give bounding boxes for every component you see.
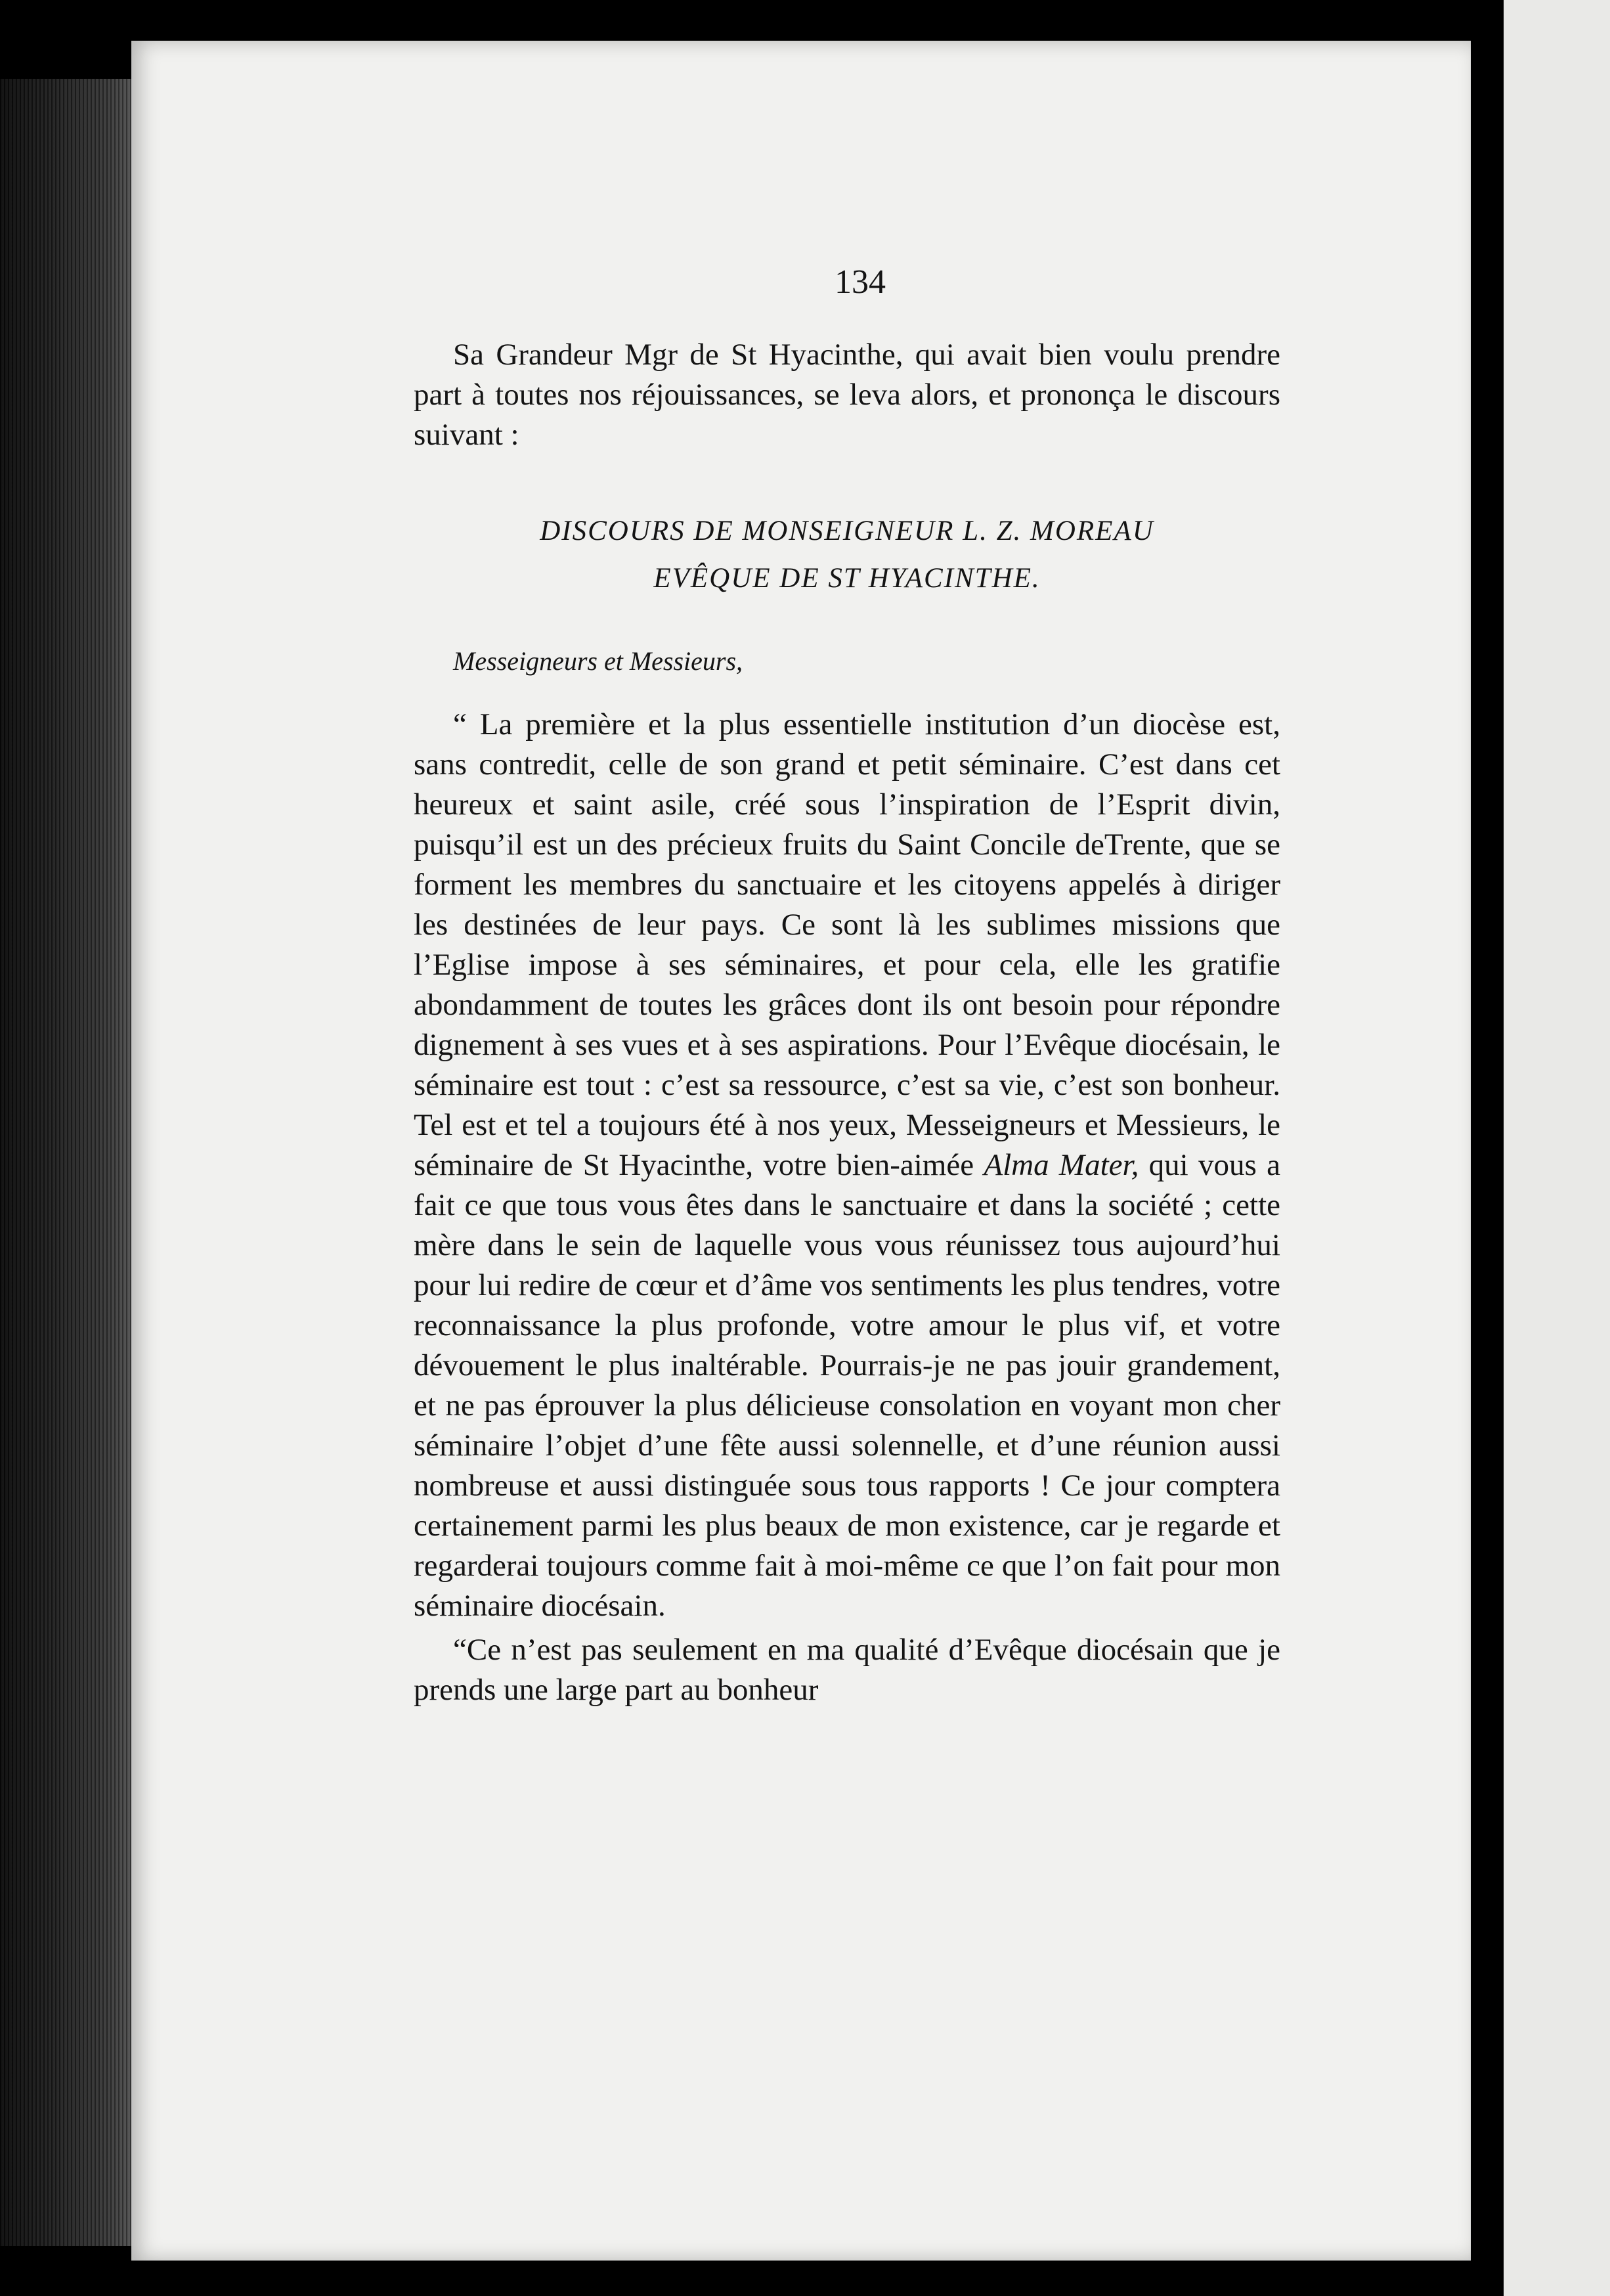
intro-paragraph: Sa Grandeur Mgr de St Hyacinthe, qui avait bien voulu prendre part à toutes nos réjouissances, se leva alors, et prononça le discours suivant : bbox=[414, 338, 1280, 452]
page-text-block bbox=[414, 263, 1280, 1714]
salutation: Messeigneurs et Messieurs, bbox=[453, 646, 743, 676]
speech-heading-line-1: DISCOURS DE MONSEIGNEUR L. Z. MOREAU bbox=[540, 516, 1154, 546]
speech-paragraph-1-text-b: qui vous a fait ce que tous vous êtes dans le sanctuaire et dans la société ; cette mère dans le sein de laquelle vous vous réunissez tous aujourd’hui pour lui redire de cœur et d’âme vos sentiments les plus tendres, votre reconnaissance la plus profonde, votre amour le plus vif, et votre dévouement le plus inaltérable. Pourrais-je ne pas jouir grandement, et ne pas éprouver la plus délicieuse consolation en voyant mon cher séminaire l’objet d’une fête aussi solennelle, et d’une réunion aussi nombreuse et aussi distinguée sous tous rapports ! Ce jour comptera certainement parmi les plus beaux de mon existence, car je regarde et regarderai toujours comme fait à moi-même ce que l’on fait pour mon séminaire diocésain. bbox=[414, 1148, 1281, 1623]
book-spine-edge bbox=[0, 79, 144, 2246]
speech-paragraph-1-text-a: “ La première et la plus essentielle institution d’un diocèse est, sans contredit, celle de son grand et petit séminaire. C’est dans cet heureux et saint asile, créé sous l’inspiration de l’Esprit divin, puisqu’il est un des précieux fruits du Saint Concile deTrente, que se forment les membres du sanctuaire et les citoyens appelés à diriger les destinées de leur pays. Ce sont là les sublimes missions que l’Eglise impose à ses séminaires, et pour cela, elle les gratifie abondamment de toutes les grâces dont ils ont besoin pour répondre dignement à ses vues et à ses aspirations. Pour l’Evêque diocésain, le séminaire est tout : c’est sa ressource, c’est sa vie, c’est son bonheur. Tel est et tel a toujours été à nos yeux, Messeigneurs et Messieurs, le séminaire de St Hyacinthe, votre bien-aimée bbox=[414, 707, 1280, 1182]
speech-paragraph-1-italic: Alma Mater, bbox=[984, 1148, 1139, 1182]
page-number: 134 bbox=[835, 263, 886, 301]
speech-paragraph-1 bbox=[414, 705, 1280, 1626]
adjacent-page-edge bbox=[1504, 0, 1610, 2296]
speech-paragraph-2: “Ce n’est pas seulement en ma qualité d’Evêque diocésain que je prends une large part au bonheur bbox=[414, 1633, 1280, 1707]
speech-heading-line-2: EVÊQUE DE ST HYACINTHE. bbox=[653, 563, 1041, 594]
